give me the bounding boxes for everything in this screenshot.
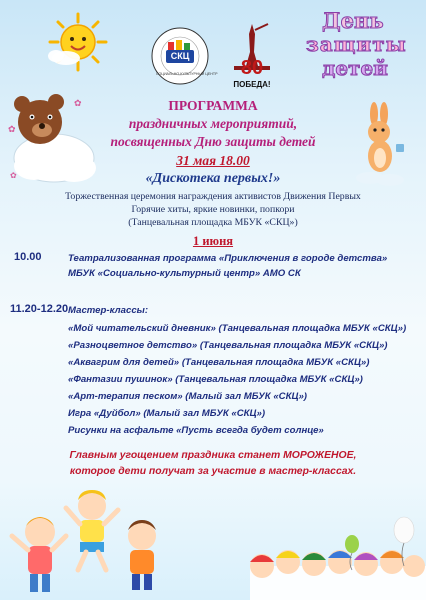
event-description-3: (Танцевальная площадка МБУК «СКЦ») <box>128 217 298 228</box>
slot-2-time: 11.20-12.20 <box>10 303 69 315</box>
child-3-illustration <box>128 520 156 590</box>
children-group-illustration <box>250 550 426 600</box>
holiday-word-2: защиты <box>306 32 407 56</box>
ice-cream-note-2: которое дети получат за участие в мастер-классах. <box>69 466 357 477</box>
event-description-1: Торжественная церемония награждения активистов Движения Первых <box>65 191 361 202</box>
childrens-day-title-art <box>292 8 418 84</box>
program-subtitle-1: праздничных мероприятий, <box>128 116 298 131</box>
ice-cream-note-1: Главным угощением праздника станет МОРОЖЕНОЕ, <box>69 450 357 461</box>
holiday-word-3: детей <box>322 56 389 80</box>
event-description-2: Горячие хиты, яркие новинки, попкори <box>131 204 295 215</box>
victory-word: ПОБЕДА! <box>233 80 271 89</box>
masterclass-item: Игра «Дуйбол» (Малый зал МБУК «СКЦ») <box>68 408 266 419</box>
emblem-short-label: СКЦ <box>170 51 190 61</box>
slot-1-line-1: Театрализованная программа «Приключения в городе детства» <box>68 253 388 264</box>
event-name: «Дискотека первых!» <box>145 171 281 186</box>
holiday-word-1: День <box>322 8 384 33</box>
masterclass-item: «Разноцветное детство» (Танцевальная площадка МБУК «СКЦ») <box>68 340 388 351</box>
program-title: ПРОГРАММА <box>168 98 258 113</box>
masterclass-item: «Мой читательский дневник» (Танцевальная площадка МБУК «СКЦ») <box>68 323 407 334</box>
child-1-illustration <box>12 517 66 592</box>
skc-emblem <box>150 26 218 86</box>
event-date-time: 31 мая 18.00 <box>176 153 250 168</box>
victory-80-logo <box>228 22 276 96</box>
masterclass-item: «Аквагрим для детей» (Танцевальная площадка МБУК «СКЦ») <box>68 357 370 368</box>
sun-illustration <box>48 12 108 72</box>
children-illustration <box>0 470 426 600</box>
masterclass-item: «Арт-терапия песком» (Малый зал МБУК «СКЦ») <box>68 391 308 402</box>
svg-text:✿: ✿ <box>74 98 82 108</box>
program-subtitle-2: посвященных Дню защиты детей <box>110 134 316 149</box>
day-2-heading: 1 июня <box>192 234 234 248</box>
child-2-illustration <box>66 490 118 570</box>
svg-text:✿: ✿ <box>10 171 17 180</box>
slot-1-line-2: МБУК «Социально-культурный центр» АМО СК <box>68 268 301 279</box>
slot-1-time: 10.00 <box>14 251 42 263</box>
masterclass-item: «Фантазии пушинок» (Танцевальная площадка МБУК «СКЦ») <box>68 374 363 385</box>
slot-2-heading: Мастер-классы: <box>68 305 149 316</box>
svg-text:✿: ✿ <box>8 124 16 134</box>
masterclass-item: Рисунки на асфальте «Пусть всегда будет солнце» <box>68 425 324 436</box>
emblem-ring-text: СОЦИАЛЬНО-КУЛЬТУРНЫЙ ЦЕНТР <box>156 72 218 76</box>
victory-number: 80 <box>240 57 264 79</box>
